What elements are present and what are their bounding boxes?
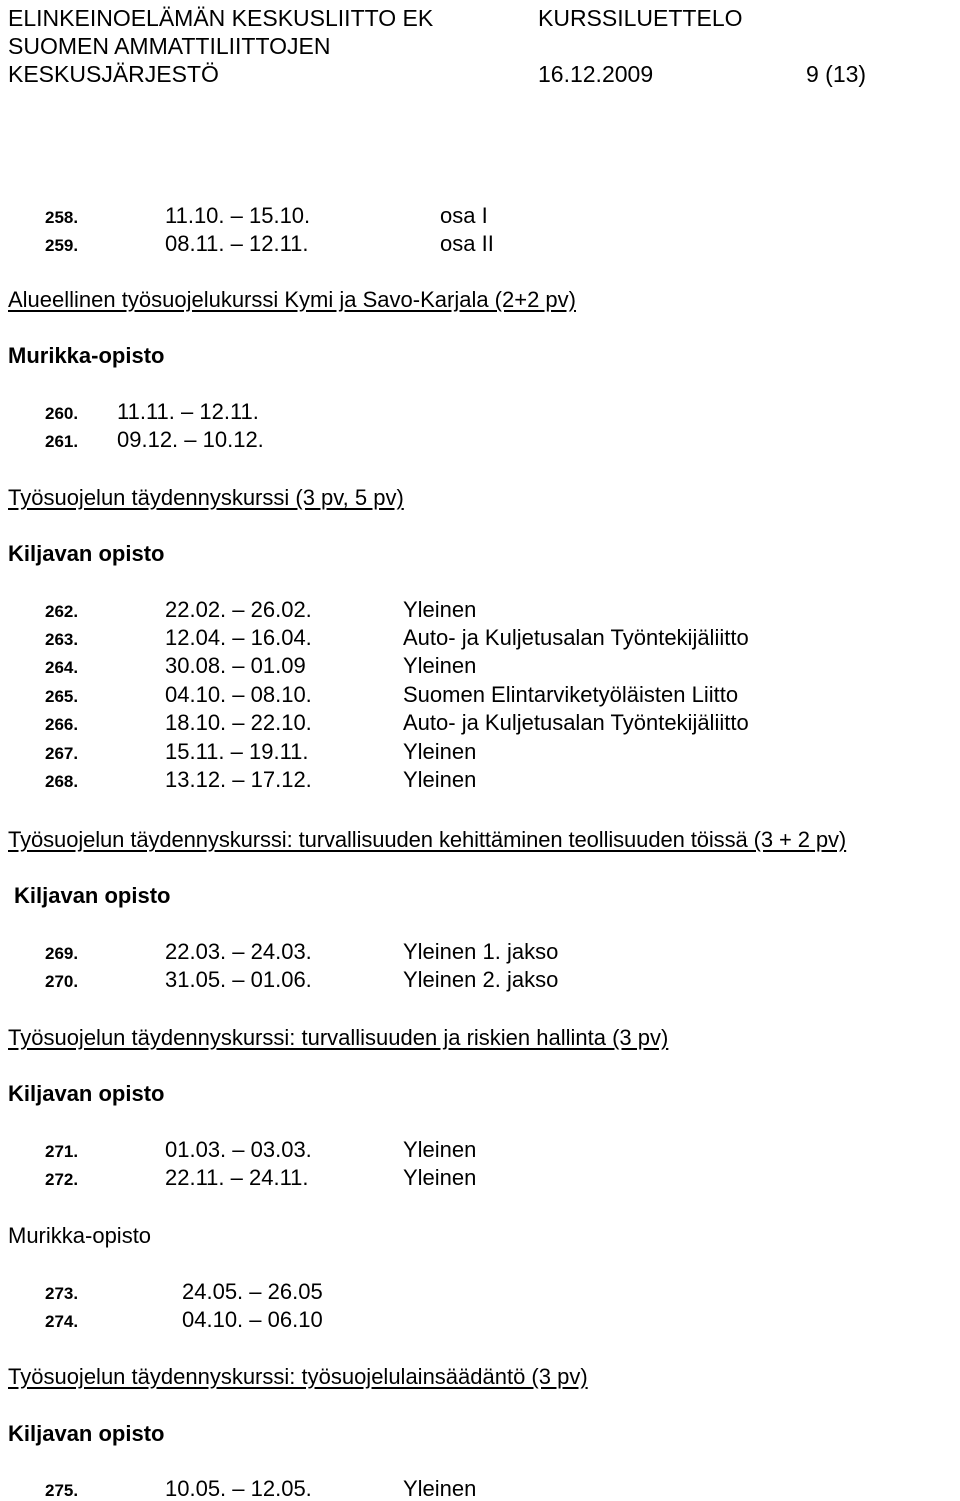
course-note: osa II — [440, 231, 494, 256]
course-note: Yleinen 1. jakso — [403, 939, 559, 964]
course-number: 258. — [45, 208, 79, 227]
venue-name: Kiljavan opisto — [8, 541, 165, 566]
course-dates: 13.12. – 17.12. — [165, 767, 312, 792]
course-title: Työsuojelun täydennyskurssi: turvallisuuden kehittäminen teollisuuden töissä (3 + 2 pv) — [8, 827, 847, 852]
course-number: 268. — [45, 772, 79, 791]
course-number: 263. — [45, 630, 79, 649]
course-number: 272. — [45, 1170, 79, 1189]
course-number: 275. — [45, 1481, 79, 1500]
venue-name: Murikka-opisto — [8, 343, 165, 368]
course-dates: 04.10. – 06.10 — [182, 1307, 323, 1332]
course-dates: 24.05. – 26.05 — [182, 1279, 323, 1304]
course-note: Yleinen — [403, 1137, 477, 1162]
course-number: 261. — [45, 432, 79, 451]
course-dates: 12.04. – 16.04. — [165, 625, 312, 650]
course-dates: 11.11. – 12.11. — [117, 399, 259, 424]
course-note: Suomen Elintarviketyöläisten Liitto — [403, 682, 739, 707]
course-dates: 01.03. – 03.03. — [165, 1137, 312, 1162]
document-date: 16.12.2009 — [538, 61, 654, 87]
course-dates: 15.11. – 19.11. — [165, 739, 309, 764]
venue-name: Kiljavan opisto — [14, 883, 171, 908]
org-name-line3: KESKUSJÄRJESTÖ — [8, 61, 219, 87]
course-dates: 08.11. – 12.11. — [165, 231, 309, 256]
course-note: Auto- ja Kuljetusalan Työntekijäliitto — [403, 710, 749, 735]
course-note: Yleinen — [403, 597, 477, 622]
course-note: osa I — [440, 203, 488, 228]
course-dates: 31.05. – 01.06. — [165, 967, 312, 992]
org-name-line1: ELINKEINOELÄMÄN KESKUSLIITTO EK — [8, 5, 434, 31]
course-number: 269. — [45, 944, 79, 963]
course-title: Alueellinen työsuojelukurssi Kymi ja Savo-Karjala (2+2 pv) — [8, 287, 576, 312]
course-number: 260. — [45, 404, 79, 423]
document-title: KURSSILUETTELO — [538, 5, 743, 31]
course-dates: 22.11. – 24.11. — [165, 1165, 309, 1190]
venue-name: Murikka-opisto — [8, 1223, 152, 1248]
course-dates: 22.02. – 26.02. — [165, 597, 312, 622]
course-note: Yleinen 2. jakso — [403, 967, 559, 992]
org-name-line2: SUOMEN AMMATTILIITTOJEN — [8, 33, 331, 59]
course-dates: 11.10. – 15.10. — [165, 203, 311, 228]
course-dates: 18.10. – 22.10. — [165, 710, 312, 735]
course-number: 264. — [45, 658, 79, 677]
course-title: Työsuojelun täydennyskurssi: turvallisuuden ja riskien hallinta (3 pv) — [8, 1025, 669, 1050]
course-dates: 30.08. – 01.09 — [165, 653, 306, 678]
course-number: 273. — [45, 1284, 79, 1303]
course-number: 271. — [45, 1142, 79, 1161]
course-number: 274. — [45, 1312, 79, 1331]
venue-name: Kiljavan opisto — [8, 1421, 165, 1446]
course-dates: 22.03. – 24.03. — [165, 939, 312, 964]
course-dates: 04.10. – 08.10. — [165, 682, 312, 707]
page-number: 9 (13) — [806, 61, 867, 87]
course-number: 266. — [45, 715, 79, 734]
course-note: Yleinen — [403, 1165, 477, 1190]
course-number: 265. — [45, 687, 79, 706]
course-number: 259. — [45, 236, 79, 255]
course-title: Työsuojelun täydennyskurssi (3 pv, 5 pv) — [8, 485, 404, 510]
course-number: 270. — [45, 972, 79, 991]
course-number: 267. — [45, 744, 79, 763]
course-dates: 10.05. – 12.05. — [165, 1476, 312, 1501]
venue-name: Kiljavan opisto — [8, 1081, 165, 1106]
course-number: 262. — [45, 602, 79, 621]
course-note: Yleinen — [403, 1476, 477, 1501]
course-dates: 09.12. – 10.12. — [117, 427, 264, 452]
course-note: Auto- ja Kuljetusalan Työntekijäliitto — [403, 625, 749, 650]
course-note: Yleinen — [403, 653, 477, 678]
course-note: Yleinen — [403, 739, 477, 764]
course-title: Työsuojelun täydennyskurssi: työsuojelulainsäädäntö (3 pv) — [8, 1364, 588, 1389]
course-note: Yleinen — [403, 767, 477, 792]
